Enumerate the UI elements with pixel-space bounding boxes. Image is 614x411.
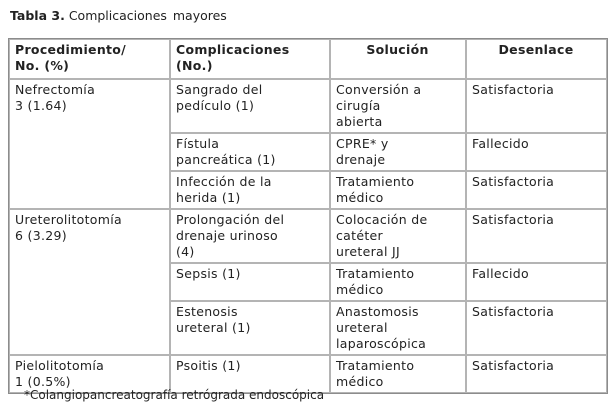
solution-cell [330,209,466,263]
solution-text: Anastomosis ureteral laparoscópica [336,304,427,351]
outcome-cell [466,355,607,393]
outcome-text: Satisfactoria [472,304,555,319]
table-caption [10,8,227,24]
complication-cell [170,79,330,133]
procedure-text: Ureterolitotomía 6 (3.29) [15,212,122,243]
footnote: *Colangiopancreatografía retrógrada endoscópica [24,388,325,402]
header-procedure-text: Procedimiento/ No. (%) [15,42,127,73]
procedure-cell [9,79,170,209]
header-solution [330,39,466,79]
complication-text: Sangrado del pedículo (1) [176,82,263,113]
header-procedure [9,39,170,79]
outcome-text: Satisfactoria [472,82,555,97]
complication-text: Psoitis (1) [176,358,241,373]
caption-text: Complicaciones mayores [68,8,227,23]
outcome-cell [466,263,607,301]
complications-table [8,38,608,394]
outcome-text: Fallecido [472,266,529,281]
outcome-cell [466,79,607,133]
complication-text: Fístula pancreática (1) [176,136,276,167]
solution-cell [330,301,466,355]
header-outcome-text: Desenlace [498,42,574,57]
table-row [9,79,607,133]
header-outcome [466,39,607,79]
header-complications [170,39,330,79]
table-body [9,79,607,393]
solution-cell [330,79,466,133]
complication-cell [170,171,330,209]
solution-text: Conversión a cirugía abierta [336,82,422,129]
complication-text: Sepsis (1) [176,266,241,281]
complication-text: Infección de la herida (1) [176,174,272,205]
outcome-cell [466,133,607,171]
solution-cell [330,263,466,301]
outcome-text: Satisfactoria [472,358,555,373]
complication-cell [170,209,330,263]
complication-text: Estenosis ureteral (1) [176,304,251,335]
solution-text: CPRE* y drenaje [336,136,389,167]
complication-cell [170,301,330,355]
solution-text: Tratamiento médico [336,358,415,389]
solution-cell [330,133,466,171]
solution-text: Tratamiento médico [336,266,415,297]
complication-text: Prolongación del drenaje urinoso (4) [176,212,285,259]
solution-text: Colocación de catéter ureteral JJ [336,212,428,259]
outcome-cell [466,209,607,263]
procedure-text: Nefrectomía 3 (1.64) [15,82,96,113]
outcome-cell [466,301,607,355]
header-complications-text: Complicaciones (No.) [176,42,290,73]
table-row [9,209,607,263]
header-row [9,39,607,79]
solution-text: Tratamiento médico [336,174,415,205]
outcome-text: Satisfactoria [472,174,555,189]
header-solution-text: Solución [366,42,429,57]
caption-label: Tabla 3. [10,8,65,23]
procedure-text: Pielolitotomía 1 (0.5%) [15,358,105,389]
solution-cell [330,355,466,393]
complication-cell [170,263,330,301]
solution-cell [330,171,466,209]
procedure-cell [9,209,170,355]
outcome-text: Satisfactoria [472,212,555,227]
outcome-text: Fallecido [472,136,529,151]
complication-cell [170,133,330,171]
outcome-cell [466,171,607,209]
